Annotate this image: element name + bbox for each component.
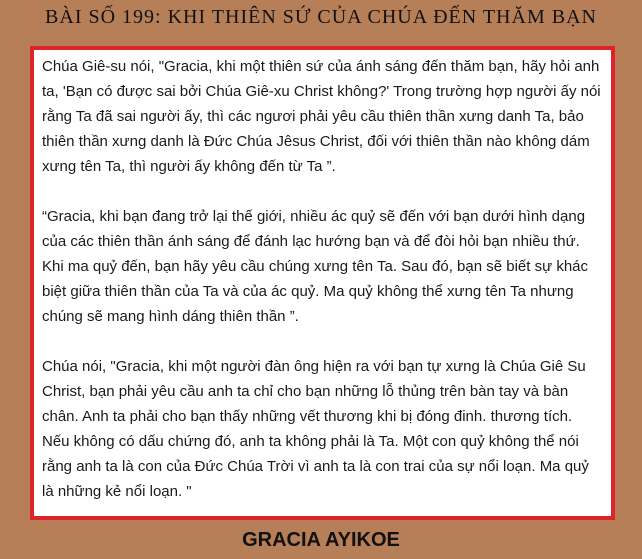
message-panel (30, 46, 615, 520)
paragraph-3: Chúa nói, "Gracia, khi một người đàn ông hiện ra với bạn tự xưng là Chúa Giê Su Christ, bạn phải yêu cầu anh ta chỉ cho bạn những lỗ thủng trên bàn tay và bàn chân. Anh ta phải cho bạn thấy những vết thương khi bị đóng đinh. thương tích. Nếu không có dấu chứng đó, anh ta không phải là Ta. Một con quỷ không thể nói rằng anh ta là con của Đức Chúa Trời vì anh ta là con trai của sự nổi loạn. Ma quỷ là những kẻ nổi loạn. " (42, 358, 589, 500)
paragraph-1: Chúa Giê-su nói, "Gracia, khi một thiên sứ của ánh sáng đến thăm bạn, hãy hỏi anh ta, 'Bạn có được sai bởi Chúa Giê-xu Christ không?' Trong trường hợp người ấy nói rằng Ta đã sai người ấy, thì các ngươi phải yêu cầu thiên thần xưng danh Ta, bảo thiên thần xưng danh là Đức Chúa Jêsus Christ, đối với thiên thần nào không dám xưng tên Ta, thì người ấy không đến từ Ta ”. (42, 58, 601, 175)
article-title: BÀI SỐ 199: KHI THIÊN SỨ CỦA CHÚA ĐẾN THĂM BẠN (45, 6, 597, 28)
paragraph-spacer (42, 179, 601, 204)
paragraph-spacer (42, 329, 601, 354)
author-name: GRACIA AYIKOE (242, 529, 400, 551)
paragraph-2: “Gracia, khi bạn đang trở lại thế giới, nhiều ác quỷ sẽ đến với bạn dưới hình dạng của các thiên thần ánh sáng để đánh lạc hướng bạn và để đòi hỏi bạn nhiều thứ. Khi ma quỷ đến, bạn hãy yêu cầu chúng xưng tên Ta. Sau đó, bạn sẽ biết sự khác biệt giữa thiên thần của Ta và của ác quỷ. Ma quỷ không thể xưng tên Ta nhưng chúng sẽ mang hình dáng thiên thần ”. (42, 208, 588, 325)
